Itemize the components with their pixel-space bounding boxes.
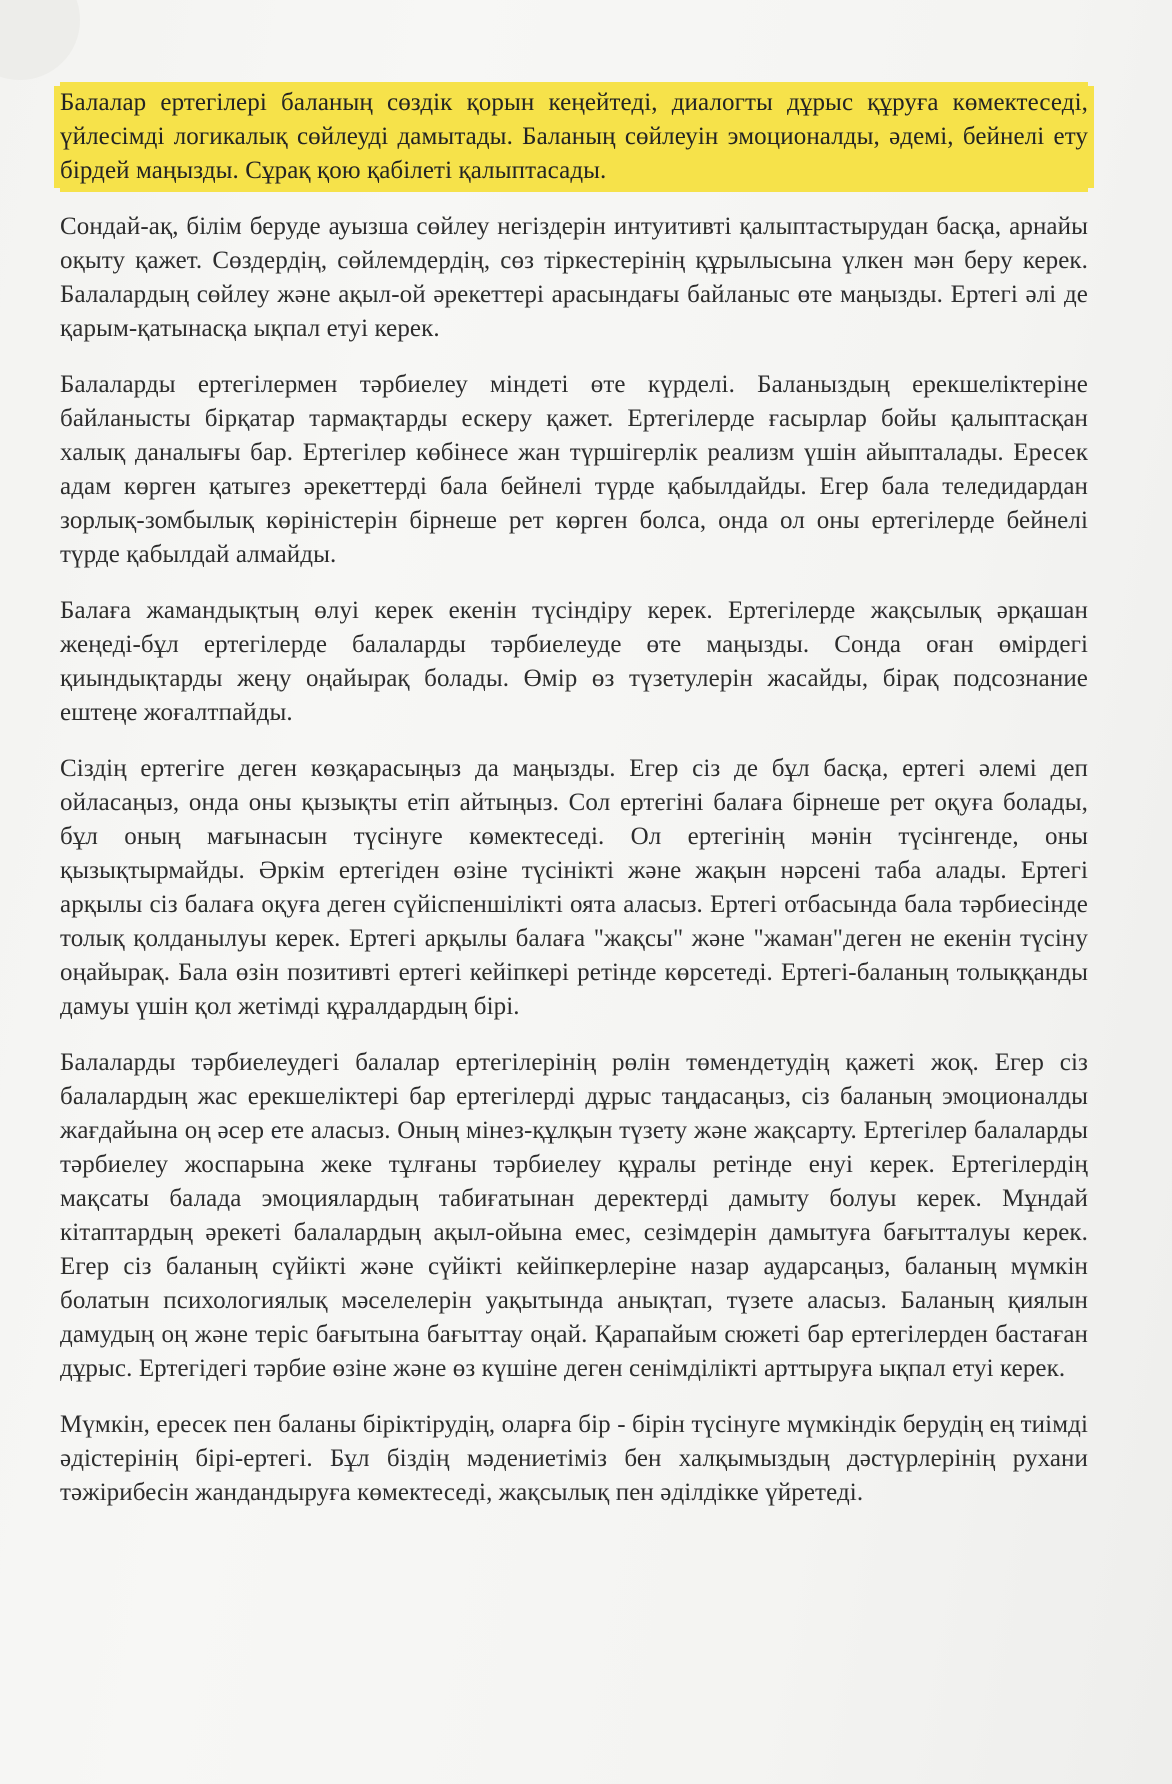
document-body [60,86,1088,1532]
paragraph: Мүмкін, ересек пен баланы біріктірудің, оларға бір - бірін түсінуге мүмкіндік берудің ең тиімді әдістерінің бірі-ертегі. Бұл біздің мәдениетіміз бен халқымыздың дәстүрлерінің рухани тәжірибесін жандандыруға көмектеседі, жақсылық пен әділдікке үйретеді. [60,1411,1088,1506]
paragraph: Балаларды ертегілермен тәрбиелеу міндеті өте күрделі. Баланыздың ерекшеліктеріне байланысты бірқатар тармақтарды ескеру қажет. Ертегілерде ғасырлар бойы қалыптасқан халық даналығы бар. Ертегілер көбінесе жан түршігерлік реализм үшін айыпталады. Ересек адам көрген қатыгез әрекеттерді бала бейнелі түрде қабылдайды. Егер бала теледидардан зорлық-зомбылық көріністерін бірнеше рет көрген болса, онда ол оны ертегілерде бейнелі түрде қабылдай алмайды. [60,371,1088,568]
page-corner-shadow [0,0,80,80]
paragraph-highlighted: Балалар ертегілері баланың сөздік қорын кеңейтеді, диалогты дұрыс құруға көмектеседі, үйлесімді логикалық сөйлеуді дамытады. Баланың сөйлеуін эмоционалды, әдемі, бейнелі ету бірдей маңызды. Сұрақ қою қабілеті қалыптасады. [60,86,1088,188]
paragraph: Сондай-ақ, білім беруде ауызша сөйлеу негіздерін интуитивті қалыптастырудан басқа, арнайы оқыту қажет. Сөздердің, сөйлемдердің, сөз тіркестерінің құрылысына үлкен мән беру керек. Балалардың сөйлеу және ақыл-ой әрекеттері арасындағы байланыс өте маңызды. Ертегі әлі де қарым-қатынасқа ықпал етуі керек. [60,213,1088,342]
paragraph: Балаға жамандықтың өлуі керек екенін түсіндіру керек. Ертегілерде жақсылық әрқашан жеңеді-бұл ертегілерде балаларды тәрбиелеуде өте маңызды. Сонда оған өмірдегі қиындықтарды жеңу оңайырақ болады. Өмір өз түзетулерін жасайды, бірақ подсознание ештеңе жоғалтпайды. [60,597,1088,726]
paragraph: Балаларды тәрбиелеудегі балалар ертегілерінің рөлін төмендетудің қажеті жоқ. Егер сіз балалардың жас ерекшеліктері бар ертегілерді дұрыс таңдасаңыз, сіз баланың эмоционалды жағдайына оң әсер ете аласыз. Оның мінез-құлқын түзету және жақсарту. Ертегілер балаларды тәрбиелеу жоспарына жеке тұлғаны тәрбиелеу құралы ретінде енуі керек. Ертегілердің мақсаты балада эмоциялардың табиғатынан деректерді дамыту болуы керек. Мұндай кітаптардың әрекеті балалардың ақыл-ойына емес, сезімдерін дамытуға бағытталуы керек. Егер сіз баланың сүйікті және сүйікті кейіпкерлеріне назар аударсаңыз, баланың мүмкін болатын психологиялық мәселелерін уақытында анықтап, түзете аласыз. Баланың қиялын дамудың оң және теріс бағытына бағыттау оңай. Қарапайым сюжеті бар ертегілерден бастаған дұрыс. Ертегідегі тәрбие өзіне және өз күшіне деген сенімділікті арттыруға ықпал етуі керек. [60,1049,1088,1382]
paragraph: Сіздің ертегіге деген көзқарасыңыз да маңызды. Егер сіз де бұл басқа, ертегі әлемі деп ойласаңыз, онда оны қызықты етіп айтыңыз. Сол ертегіні балаға бірнеше рет оқуға болады, бұл оның мағынасын түсінуге көмектеседі. Ол ертегінің мәнін түсінгенде, оны қызықтырмайды. Әркім ертегіден өзіне түсінікті және жақын нәрсені таба алады. Ертегі арқылы сіз балаға оқуға деген сүйіспеншілікті оята аласыз. Ертегі отбасында бала тәрбиесінде толық қолданылуы керек. Ертегі арқылы балаға "жақсы" және "жаман"деген не екенін түсіну оңайырақ. Бала өзін позитивті ертегі кейіпкері ретінде көрсетеді. Ертегі-баланың толыққанды дамуы үшін қол жетімді құралдардың бірі. [60,755,1088,1020]
